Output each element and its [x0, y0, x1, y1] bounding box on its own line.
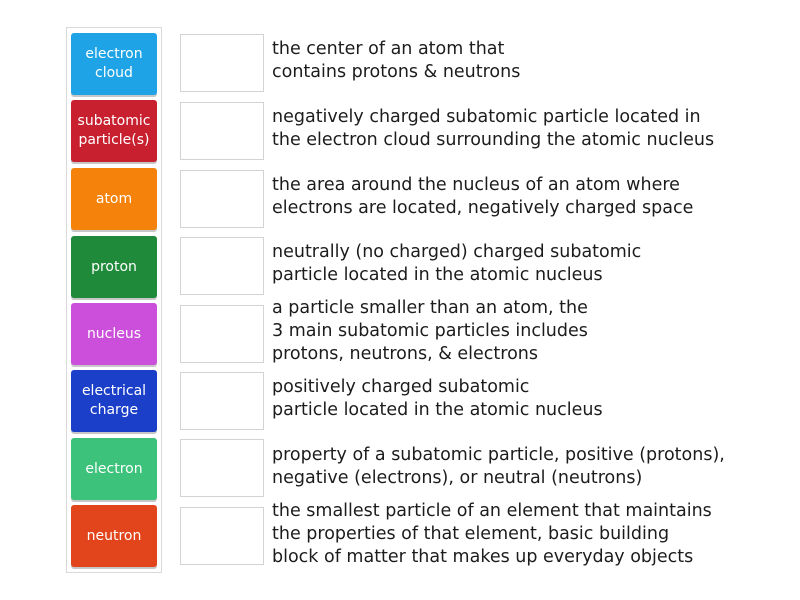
- definition-5: a particle smaller than an atom, the 3 main subatomic particles includes protons, neutrons, & electrons: [272, 298, 588, 364]
- definition-2: negatively charged subatomic particle located in the electron cloud surrounding the atomic nucleus: [272, 107, 715, 150]
- tile-label: atom: [95, 190, 133, 207]
- definition-8: the smallest particle of an element that maintains the properties of that element, basic building block of matter that makes up everyday objects: [272, 501, 712, 567]
- tile-atom[interactable]: [71, 168, 157, 230]
- drop-target-8[interactable]: [180, 507, 264, 565]
- tile-electron-cloud[interactable]: [71, 33, 157, 95]
- tile-subatomic-particles[interactable]: [71, 100, 157, 162]
- tile-neutron[interactable]: [71, 505, 157, 567]
- tile-label: neutron: [86, 527, 142, 544]
- definition-4: neutrally (no charged) charged subatomic particle located in the atomic nucleus: [272, 242, 642, 285]
- tile-nucleus[interactable]: [71, 303, 157, 365]
- tile-label: nucleus: [86, 325, 142, 342]
- tile-label: electrical charge: [81, 383, 147, 418]
- tile-proton[interactable]: [71, 236, 157, 298]
- tile-label: electron cloud: [85, 46, 143, 81]
- definition-6: positively charged subatomic particle located in the atomic nucleus: [272, 377, 603, 420]
- drop-target-3[interactable]: [180, 170, 264, 228]
- definition-1: the center of an atom that contains protons & neutrons: [272, 39, 521, 82]
- drop-target-4[interactable]: [180, 237, 264, 295]
- drop-target-6[interactable]: [180, 372, 264, 430]
- definition-3: the area around the nucleus of an atom where electrons are located, negatively charged space: [272, 175, 694, 218]
- tile-electron[interactable]: [71, 438, 157, 500]
- drop-target-2[interactable]: [180, 102, 264, 160]
- tile-label: proton: [91, 258, 137, 275]
- tile-label: electron: [85, 460, 143, 477]
- tile-electrical-charge[interactable]: [71, 370, 157, 432]
- tile-label: subatomic particle(s): [77, 113, 151, 148]
- drop-target-7[interactable]: [180, 439, 264, 497]
- drop-target-1[interactable]: [180, 34, 264, 92]
- definition-7: property of a subatomic particle, positive (protons), negative (electrons), or neutral (neutrons): [272, 445, 725, 488]
- drop-target-5[interactable]: [180, 305, 264, 363]
